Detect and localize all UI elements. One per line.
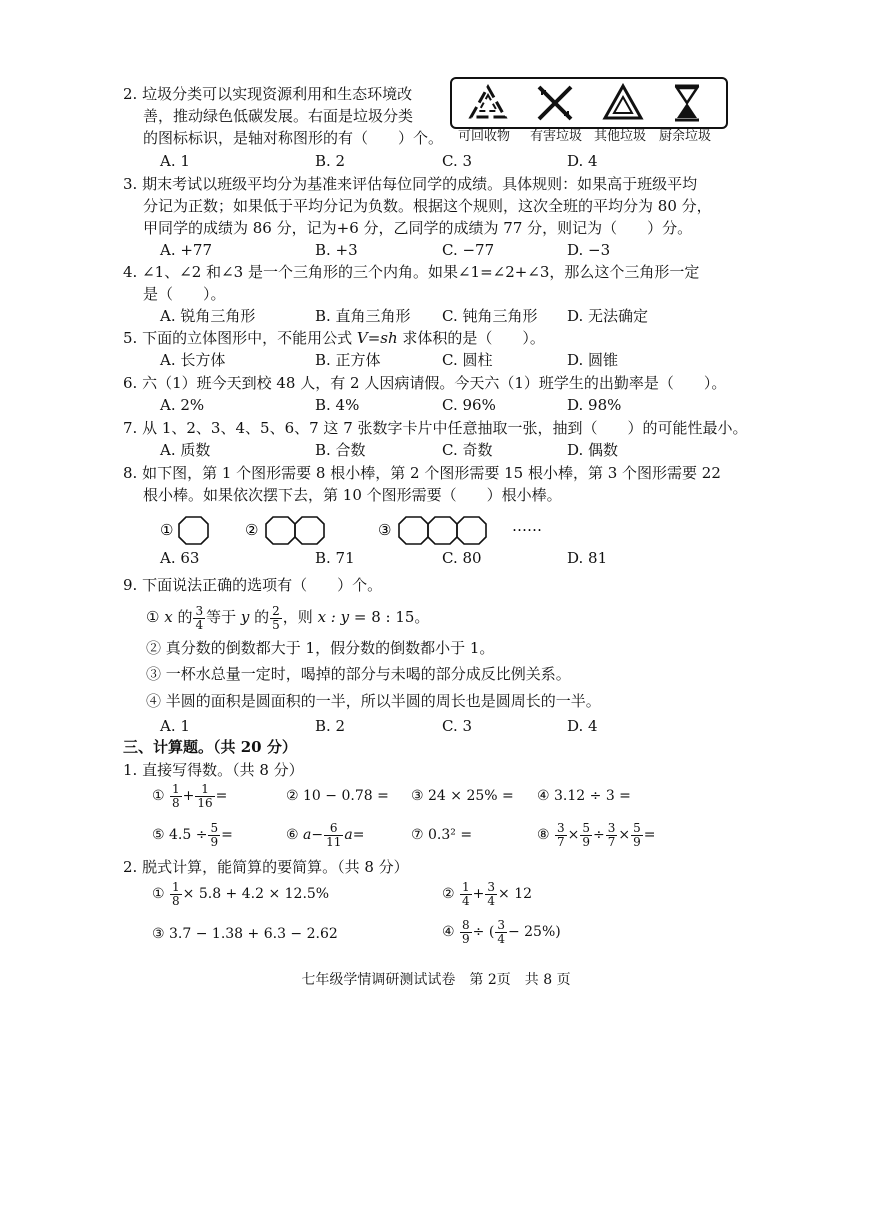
figure-label-2: ② <box>245 521 259 539</box>
operator: + <box>472 886 485 902</box>
option-c[interactable]: C. 奇数 <box>442 441 493 459</box>
denominator: 4 <box>462 893 470 908</box>
other-waste-icon <box>602 83 644 123</box>
figure-label-1: ① <box>160 521 174 539</box>
fraction <box>606 822 618 849</box>
denominator: 4 <box>195 617 204 632</box>
kitchen-waste-label: 厨余垃圾 <box>659 129 712 144</box>
text: ，则 <box>282 608 318 626</box>
calc-8 <box>537 821 656 849</box>
calc-4 <box>537 782 631 810</box>
expression: 3.12 ÷ 3 = <box>554 788 631 804</box>
numerator: 5 <box>582 820 591 835</box>
numerator: 1 <box>172 781 180 796</box>
q9-statement-3: ③ 一杯水总量一定时，喝掉的部分与未喝的部分成反比例关系。 <box>146 665 571 683</box>
operator: × <box>618 827 631 843</box>
recyclable-icon <box>467 83 509 123</box>
operator: ÷ <box>593 827 605 843</box>
option-d[interactable]: D. 98% <box>567 396 622 414</box>
numerator: 5 <box>633 820 641 835</box>
operator: + <box>182 788 195 804</box>
operator: − <box>311 827 324 843</box>
calc-3 <box>411 782 514 810</box>
q5-formula: V=sh <box>356 329 398 347</box>
item-number: ④ <box>442 924 455 940</box>
fraction <box>195 783 214 810</box>
hazardous-label: 有害垃圾 <box>530 129 583 144</box>
stepwise-4 <box>442 918 561 946</box>
equals: = <box>221 827 233 843</box>
expression: − 25%) <box>507 924 561 940</box>
denominator: 8 <box>172 795 180 810</box>
option-d[interactable]: D. 偶数 <box>567 441 619 459</box>
var-y: y <box>240 608 250 626</box>
numerator: 3 <box>607 820 616 835</box>
fraction <box>170 783 182 810</box>
q8-line-2: 根小棒。如果依次摆下去，第 10 个图形需要（ ）根小棒。 <box>143 486 562 504</box>
option-c[interactable]: C. 3 <box>442 152 473 170</box>
option-a[interactable]: A. 1 <box>160 717 190 735</box>
expression: × 5.8 + 4.2 × 12.5% <box>182 886 330 902</box>
numerator: 8 <box>462 917 470 932</box>
ratio: x : y <box>317 608 350 626</box>
figure-label-3: ③ <box>378 521 392 539</box>
numerator: 6 <box>324 822 343 836</box>
other-waste-label: 其他垃圾 <box>594 129 647 144</box>
octagon-figures <box>150 509 570 549</box>
option-d[interactable]: D. 无法确定 <box>567 307 649 325</box>
octagon <box>295 517 324 544</box>
octagon <box>266 517 295 544</box>
denominator: 8 <box>172 893 180 908</box>
q6-line: 6. 六（1）班今天到校 48 人，有 2 人因病请假。今天六（1）班学生的出勤率是（ ）。 <box>123 374 727 392</box>
q9-statement-2: ② 真分数的倒数都大于 1，假分数的倒数都小于 1。 <box>146 639 495 657</box>
expression: × 12 <box>498 886 533 902</box>
calc-5 <box>152 821 233 849</box>
q9-statement-4: ④ 半圆的面积是圆面积的一半，所以半圆的周长也是圆周长的一半。 <box>146 692 601 710</box>
var-a: a <box>344 827 353 843</box>
equals: = <box>352 827 365 843</box>
expression: 24 × 25% = <box>428 788 514 804</box>
option-a[interactable]: A. 质数 <box>160 441 211 459</box>
fraction <box>580 822 592 849</box>
option-a[interactable]: A. 1 <box>160 152 190 170</box>
text: 的 <box>172 608 193 626</box>
fraction <box>324 822 343 849</box>
item-number: ③ <box>152 926 165 942</box>
option-c[interactable]: C. 80 <box>442 549 482 567</box>
fraction <box>495 919 507 946</box>
numerator: 3 <box>557 820 565 835</box>
item-number: ① <box>152 886 165 902</box>
operator: ÷ ( <box>472 924 495 940</box>
numerator: 3 <box>195 603 204 618</box>
option-b[interactable]: B. 71 <box>315 549 355 567</box>
var-a: a <box>303 827 312 843</box>
calc-2 <box>286 782 389 810</box>
octagon-sequence-diagram <box>150 509 570 549</box>
denominator: 7 <box>557 834 565 849</box>
fraction <box>170 881 182 908</box>
octagon <box>457 517 486 544</box>
stepwise-3 <box>152 920 338 948</box>
option-b[interactable]: B. 直角三角形 <box>315 307 411 325</box>
waste-icons-panel <box>450 77 728 129</box>
numerator: 1 <box>172 879 180 894</box>
q2-line-1: 2. 垃圾分类可以实现资源利用和生态环境改 <box>123 85 413 103</box>
expression: 10 − 0.78 = <box>303 788 389 804</box>
q5-line <box>123 328 545 348</box>
denominator: 7 <box>607 834 616 849</box>
q2-line-2: 善，推动绿色低碳发展。右面是垃圾分类 <box>143 107 414 125</box>
numerator: 5 <box>210 820 219 835</box>
option-b[interactable]: B. 合数 <box>315 441 366 459</box>
numerator: 1 <box>462 879 470 894</box>
item-number: ⑧ <box>537 827 550 843</box>
var-x: x <box>164 608 173 626</box>
option-a[interactable]: A. +77 <box>160 241 213 259</box>
kitchen-waste-icon <box>666 83 708 123</box>
option-d[interactable]: D. 4 <box>567 717 598 735</box>
option-a[interactable]: A. 锐角三角形 <box>160 307 256 325</box>
item-number: ⑥ <box>286 827 299 843</box>
fraction <box>208 822 220 849</box>
denominator: 9 <box>582 834 591 849</box>
denominator: 11 <box>326 834 342 849</box>
option-a[interactable]: A. 63 <box>160 549 200 567</box>
q4-line-1: 4. ∠1、∠2 和∠3 是一个三角形的三个内角。如果∠1=∠2+∠3，那么这个三角形一定 <box>123 263 700 281</box>
q8-line-1: 8. 如下图，第 1 个图形需要 8 根小棒，第 2 个图形需要 15 根小棒，第 3 个图形需要 22 <box>123 464 721 482</box>
item-number: ② <box>442 886 455 902</box>
q5-text-post: 求体积的是（ ）。 <box>397 329 545 347</box>
page-footer: 七年级学情调研测试试卷 第 2页 共 8 页 <box>301 972 571 988</box>
fraction-2-5 <box>270 605 282 632</box>
option-b[interactable]: B. +3 <box>315 241 358 259</box>
q9-line: 9. 下面说法正确的选项有（ ）个。 <box>123 576 383 594</box>
octagon <box>399 517 428 544</box>
denominator: 9 <box>210 834 219 849</box>
q3-line-1: 3. 期末考试以班级平均分为基准来评估每位同学的成绩。具体规则：如果高于班级平均 <box>123 175 698 193</box>
figure-ellipsis: …… <box>512 517 542 535</box>
section-heading: 三、计算题。（共 20 分） <box>123 738 297 756</box>
denominator: 16 <box>197 795 213 810</box>
fraction <box>631 822 643 849</box>
q9-statement-1 <box>146 600 429 634</box>
numerator: 3 <box>487 879 496 894</box>
denominator: 9 <box>462 931 470 946</box>
equals: = <box>215 788 228 804</box>
recyclable-label: 可回收物 <box>458 129 511 144</box>
fraction <box>460 881 472 908</box>
option-d[interactable]: D. 4 <box>567 152 598 170</box>
operator: × <box>567 827 580 843</box>
part-2-heading: 2. 脱式计算，能简算的要简算。（共 8 分） <box>123 858 409 876</box>
fraction <box>460 919 472 946</box>
item-number: ③ <box>411 788 424 804</box>
denominator: 9 <box>633 834 641 849</box>
q4-line-2: 是（ ）。 <box>143 285 226 303</box>
item-number: ④ <box>537 788 550 804</box>
equals: = <box>643 827 656 843</box>
option-a[interactable]: A. 2% <box>160 396 205 414</box>
hazardous-icon <box>534 83 576 123</box>
expression: 3.7 − 1.38 + 6.3 − 2.62 <box>169 926 338 942</box>
option-b[interactable]: B. 4% <box>315 396 360 414</box>
item-number: ⑦ <box>411 827 424 843</box>
option-c[interactable]: C. 钝角三角形 <box>442 307 538 325</box>
expression: 4.5 ÷ <box>169 827 208 843</box>
option-b[interactable]: B. 2 <box>315 717 346 735</box>
stepwise-2 <box>442 880 532 908</box>
octagon <box>179 517 208 544</box>
q7-line: 7. 从 1、2、3、4、5、6、7 这 7 张数字卡片中任意抽取一张，抽到（ ）的可能性最小。 <box>123 419 748 437</box>
option-c[interactable]: C. −77 <box>442 241 495 259</box>
calc-6 <box>286 821 364 849</box>
q3-line-2: 分记为正数；如果低于平均分记为负数。根据这个规则，这次全班的平均分为 80 分， <box>143 197 712 215</box>
option-c[interactable]: C. 96% <box>442 396 496 414</box>
numerator: 3 <box>497 917 505 932</box>
part-1-heading: 1. 直接写得数。（共 8 分） <box>123 761 304 779</box>
text: 等于 <box>206 608 241 626</box>
expression: 0.3² = <box>428 827 473 843</box>
option-b[interactable]: B. 正方体 <box>315 351 381 369</box>
option-a[interactable]: A. 长方体 <box>160 351 226 369</box>
item-number: ② <box>286 788 299 804</box>
denominator: 5 <box>272 617 280 632</box>
fraction <box>485 881 497 908</box>
denominator: 4 <box>487 893 496 908</box>
denominator: 4 <box>497 931 505 946</box>
octagon <box>428 517 457 544</box>
option-b[interactable]: B. 2 <box>315 152 346 170</box>
option-c[interactable]: C. 圆柱 <box>442 351 493 369</box>
q3-line-3: 甲同学的成绩为 86 分，记为+6 分，乙同学的成绩为 77 分，则记为（ ）分。 <box>143 219 693 237</box>
calc-7 <box>411 821 472 849</box>
fraction <box>555 822 567 849</box>
text: = 8 : 15。 <box>349 608 430 626</box>
item-number: ① <box>152 788 165 804</box>
option-d[interactable]: D. −3 <box>567 241 611 259</box>
statement-number: ① <box>146 608 165 626</box>
stepwise-1 <box>152 880 329 908</box>
option-d[interactable]: D. 81 <box>567 549 608 567</box>
option-d[interactable]: D. 圆锥 <box>567 351 619 369</box>
item-number: ⑤ <box>152 827 165 843</box>
numerator: 2 <box>272 603 280 618</box>
option-c[interactable]: C. 3 <box>442 717 473 735</box>
q5-text-pre: 5. 下面的立体图形中，不能用公式 <box>123 329 357 347</box>
text: 的 <box>249 608 270 626</box>
q2-line-3: 的图标标识，是轴对称图形的有（ ）个。 <box>143 129 444 147</box>
fraction-3-4 <box>193 605 205 632</box>
numerator: 1 <box>195 783 214 797</box>
calc-1 <box>152 782 227 810</box>
